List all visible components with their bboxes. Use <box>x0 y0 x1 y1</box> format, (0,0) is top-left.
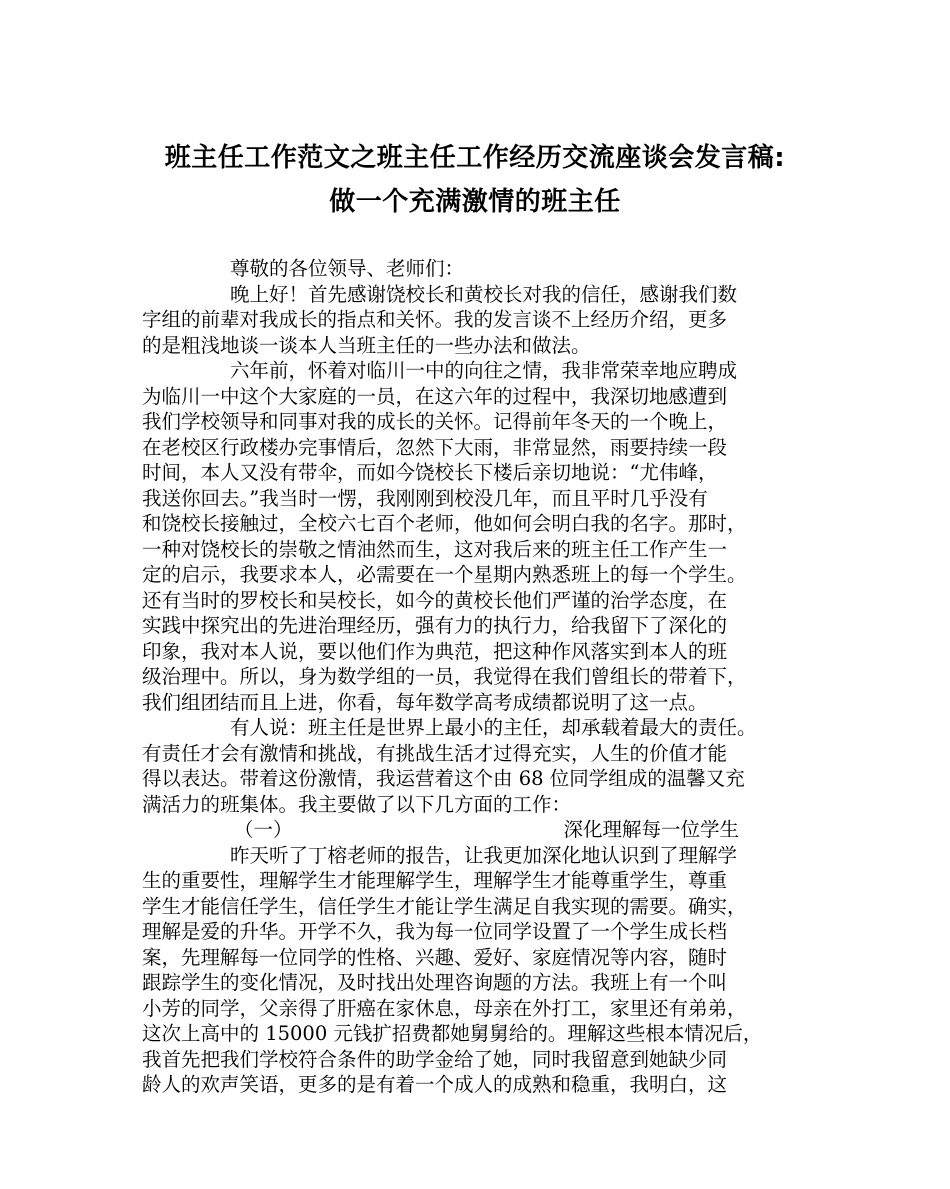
paragraph-line: 跟踪学生的变化情况，及时找出处理咨询题的方法。我班上有一个叫 <box>142 971 728 994</box>
paragraph-line: 小芳的同学，父亲得了肝癌在家休息，母亲在外打工，家里还有弟弟， <box>142 996 747 1020</box>
paragraph-line: 学生才能信任学生，信任学生才能让学生满足自我实现的需要。确实， <box>142 894 747 918</box>
paragraph-line: 印象，我对本人说，要以他们作为典范，把这种作风落实到本人的班 <box>142 639 728 663</box>
section-heading <box>142 817 809 843</box>
paragraph-line: 有人说：班主任是世界上最小的主任，却承载着最大的责任。 <box>230 716 757 739</box>
paragraph-line: 龄人的欢声笑语，更多的是有着一个成人的成熟和稳重，我明白，这 <box>142 1073 728 1096</box>
paragraph-line: 我首先把我们学校符合条件的助学金给了她，同时我留意到她缺少同 <box>142 1047 728 1071</box>
paragraph-line: 实践中探究出的先进治理经历，强有力的执行力，给我留下了深化的 <box>142 614 728 637</box>
paragraph-line: 案，先理解每一位同学的性格、兴趣、爱好、家庭情况等内容，随时 <box>142 945 728 969</box>
salutation: 尊敬的各位领导、老师们： <box>230 257 465 280</box>
paragraph-line: 满活力的班集体。我主要做了以下几方面的工作： <box>142 792 572 816</box>
paragraph-line: 在老校区行政楼办完事情后，忽然下大雨，非常显然，雨要持续一段 <box>142 435 728 459</box>
paragraph-line: 和饶校长接触过，全校六七百个老师，他如何会明白我的名字。那时， <box>142 512 747 535</box>
paragraph-line: 字组的前辈对我成长的指点和关怀。我的发言谈不上经历介绍，更多 <box>142 308 728 331</box>
document-title-line-1: 班主任工作范文之班主任工作经历交流座谈会发言稿: <box>164 143 786 173</box>
paragraph-line: 定的启示，我要求本人，必需要在一个星期内熟悉班上的每一个学生。 <box>142 563 747 586</box>
document-body <box>142 256 809 1098</box>
paragraph-line: 这次上高中的 15000 元钱扩招费都她舅舅给的。理解这些根本情况后， <box>142 1022 763 1045</box>
paragraph-line: 级治理中。所以，身为数学组的一员，我觉得在我们曾组长的带着下， <box>142 665 747 688</box>
paragraph-line: 晚上好！首先感谢饶校长和黄校长对我的信任，感谢我们数 <box>230 282 738 306</box>
paragraph-line: 昨天听了丁榕老师的报告，让我更加深化地认识到了理解学 <box>230 843 738 867</box>
document-title-line-2: 做一个充满激情的班主任 <box>329 187 621 217</box>
paragraph-line: 的是粗浅地谈一谈本人当班主任的一些办法和做法。 <box>142 333 591 357</box>
paragraph-line: 我们组团结而且上进，你看，每年数学高考成绩都说明了这一点。 <box>142 690 708 714</box>
section-number: （一） <box>234 818 293 841</box>
paragraph-line: 一种对饶校长的崇敬之情油然而生，这对我后来的班主任工作产生一 <box>142 537 728 561</box>
paragraph-line: 得以表达。带着这份激情，我运营着这个由 68 位同学组成的温馨又充 <box>142 767 745 790</box>
paragraph-line: 还有当时的罗校长和吴校长，如今的黄校长他们严谨的治学态度，在 <box>142 588 728 612</box>
paragraph-line: 理解是爱的升华。开学不久，我为每一位同学设置了一个学生成长档 <box>142 920 728 943</box>
paragraph-line: 为临川一中这个大家庭的一员，在这六年的过程中，我深切地感遭到 <box>142 384 728 408</box>
paragraph-line: 我们学校领导和同事对我的成长的关怀。记得前年冬天的一个晚上， <box>142 410 728 433</box>
paragraph-line: 有责任才会有激情和挑战，有挑战生活才过得充实，人生的价值才能 <box>142 741 728 765</box>
paragraph-line: 六年前，怀着对临川一中的向往之情，我非常荣幸地应聘成 <box>230 359 738 382</box>
paragraph-line: 时间，本人又没有带伞，而如今饶校长下楼后亲切地说：“尤伟峰， <box>142 461 718 484</box>
paragraph-line: 生的重要性，理解学生才能理解学生，理解学生才能尊重学生，尊重 <box>142 869 728 892</box>
section-title: 深化理解每一位学生 <box>563 818 739 841</box>
paragraph-line: 我送你回去。”我当时一愣，我刚刚到校没几年，而且平时几乎没有 <box>142 486 708 510</box>
